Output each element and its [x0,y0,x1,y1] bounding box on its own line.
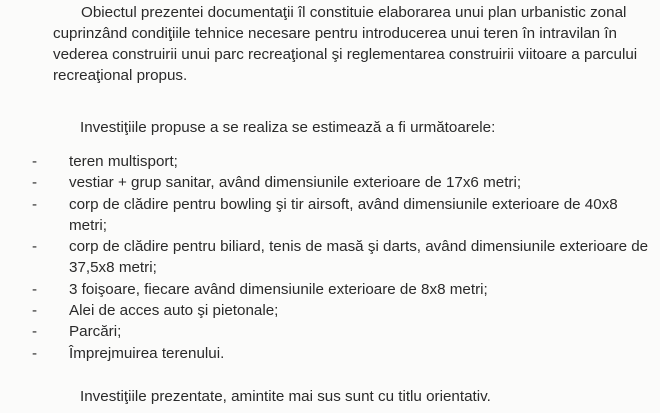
bullet-dash: - [32,344,38,362]
list-item [0,279,660,300]
list-item [0,343,660,364]
list-item [0,321,660,342]
bullet-dash: - [32,195,38,213]
list-item [0,194,660,237]
list-item-text: corp de clădire pentru bowling şi tir airsoft, având dimensiunile exterioare de 40x8 metri; [69,195,618,234]
list-item-text: 3 foişoare, fiecare având dimensiunile exterioare de 8x8 metri; [69,280,488,298]
list-item [0,236,660,279]
bullet-dash: - [32,302,38,320]
bullet-dash: - [32,280,38,298]
list-item-text: Parcări; [69,323,122,341]
intro-paragraph: Obiectul prezentei documentaţii îl constituie elaborarea unui plan urbanistic zonal cuprinzând condiţiile tehnice necesare pentru introducerea unui teren în intravilan în vederea construirii unui parc recreaţional şi reglementarea construirii viitoare a parcului recreaţional propus. [53,4,638,84]
bullet-dash: - [32,174,38,192]
list-item [0,151,660,172]
list-item [0,172,660,193]
list-item-text: Împrejmuirea terenului. [69,344,225,362]
bullet-dash: - [32,238,38,256]
list-item [0,300,660,321]
list-item-text: Alei de acces auto şi pietonale; [69,302,279,320]
investments-list [0,151,660,364]
investments-lead: Investiţiile propuse a se realiza se estimează a fi următoarele: [80,119,496,136]
bullet-dash: - [32,153,38,170]
list-item-text: teren multisport; [69,153,178,170]
closing-paragraph: Investiţiile prezentate, amintite mai sus sunt cu titlu orientativ. [80,388,491,405]
list-item-text: corp de clădire pentru biliard, tenis de masă şi darts, având dimensiunile exterioare de 37,5x8 metri; [69,238,649,277]
bullet-dash: - [32,323,38,341]
list-item-text: vestiar + grup sanitar, având dimensiunile exterioare de 17x6 metri; [69,174,522,192]
